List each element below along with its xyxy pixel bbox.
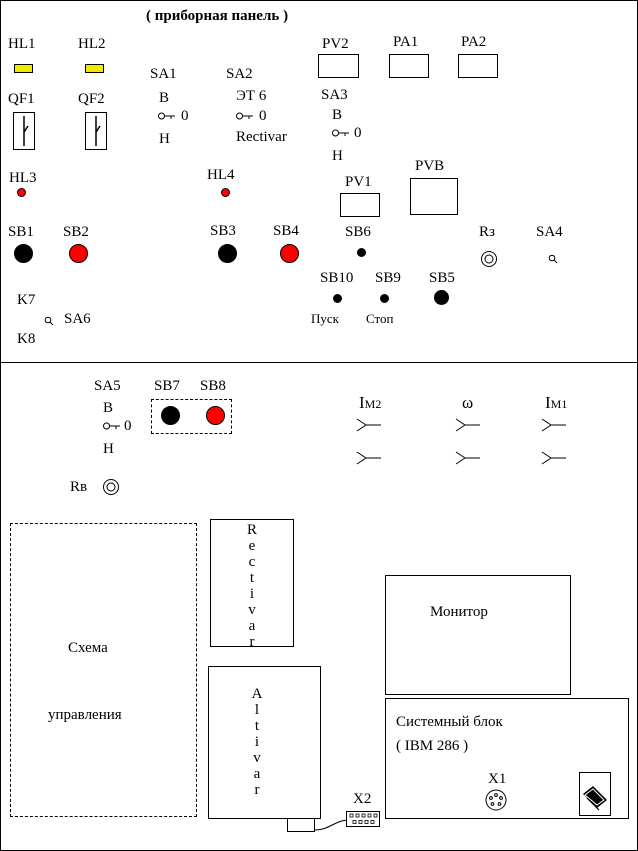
sb3-button[interactable] xyxy=(218,244,237,263)
im1-text: IM1 xyxy=(545,393,568,412)
sa3-h: Н xyxy=(332,148,343,164)
sb5-label: SB5 xyxy=(429,270,455,286)
pa1-label: PA1 xyxy=(393,34,419,50)
pv1-meter xyxy=(340,193,380,217)
im2-label xyxy=(359,395,381,412)
start-label: Пуск xyxy=(311,311,339,326)
sa5-b: В xyxy=(103,400,114,416)
hl1-label: HL1 xyxy=(8,36,36,52)
rectivar-char: c xyxy=(248,554,256,570)
altivar-connector xyxy=(287,818,315,832)
socket-icon[interactable] xyxy=(541,451,567,465)
sb6-button[interactable] xyxy=(357,248,366,257)
altivar-char: i xyxy=(254,734,260,750)
pv2-meter xyxy=(318,54,359,78)
sa1-zero: 0 xyxy=(181,108,189,124)
control-scheme-box xyxy=(10,523,197,817)
altivar-char: t xyxy=(254,718,260,734)
monitor-label: Монитор xyxy=(430,604,488,620)
breaker-lever-icon xyxy=(85,112,107,150)
panel-divider xyxy=(0,362,638,363)
rectivar-label xyxy=(240,522,264,650)
im1-label xyxy=(545,395,567,412)
db-connector-icon[interactable] xyxy=(346,811,380,827)
hl3-lamp[interactable] xyxy=(17,188,26,197)
control-scheme-line2: управления xyxy=(48,707,122,723)
system-unit-line1: Системный блок xyxy=(396,714,503,730)
sb7-button[interactable] xyxy=(161,406,180,425)
hl3-label: HL3 xyxy=(9,170,37,186)
sa3-b: В xyxy=(332,107,343,123)
system-unit-line2: ( IBM 286 ) xyxy=(396,738,469,754)
k7-label: K7 xyxy=(17,292,36,308)
sb4-label: SB4 xyxy=(273,223,299,239)
sa4-label: SA4 xyxy=(536,224,563,240)
rv-label: Rв xyxy=(70,479,88,495)
pv2-label: PV2 xyxy=(322,36,349,52)
sb9-label: SB9 xyxy=(375,270,401,286)
pvb-label: PVB xyxy=(415,158,445,174)
potentiometer-icon[interactable] xyxy=(480,250,498,268)
sb2-label: SB2 xyxy=(63,224,89,240)
pvb-meter xyxy=(410,178,458,215)
altivar-char: l xyxy=(254,702,260,718)
hl4-lamp[interactable] xyxy=(221,188,230,197)
monitor-box xyxy=(385,575,571,695)
sb10-label: SB10 xyxy=(320,270,354,286)
pa1-meter xyxy=(389,54,429,78)
sa1-b: В xyxy=(159,90,170,106)
altivar-char: a xyxy=(253,766,261,782)
socket-icon[interactable] xyxy=(356,418,382,432)
k8-label: K8 xyxy=(17,331,36,347)
breaker-lever-icon xyxy=(13,112,35,150)
sb6-label: SB6 xyxy=(345,224,371,240)
stop-label: Стоп xyxy=(366,311,394,326)
qf1-label: QF1 xyxy=(8,91,35,107)
rectivar-char: a xyxy=(248,618,256,634)
pv1-label: PV1 xyxy=(345,174,372,190)
hl4-label: HL4 xyxy=(207,167,235,183)
rectivar-char: R xyxy=(246,522,257,538)
x1-label: X1 xyxy=(488,771,507,787)
rectivar-char: t xyxy=(249,570,255,586)
socket-icon[interactable] xyxy=(455,418,481,432)
key-switch-icon[interactable] xyxy=(236,111,254,121)
rectivar-char: i xyxy=(249,586,255,602)
sa5-h: Н xyxy=(103,441,114,457)
rectivar-char: r xyxy=(249,634,255,650)
qf2-breaker[interactable] xyxy=(85,112,107,150)
sa2-zero: 0 xyxy=(259,108,267,124)
key-switch-icon[interactable] xyxy=(103,421,121,431)
sa2-et: ЭТ 6 xyxy=(236,88,267,104)
panel-title: ( приборная панель ) xyxy=(146,8,289,24)
sa2-label: SA2 xyxy=(226,66,253,82)
sb5-button[interactable] xyxy=(434,290,449,305)
socket-icon[interactable] xyxy=(541,418,567,432)
hl2-label: HL2 xyxy=(78,36,106,52)
x2-label: X2 xyxy=(353,791,372,807)
floppy-drive-icon[interactable] xyxy=(579,772,611,816)
toggle-switch-icon[interactable] xyxy=(548,254,558,264)
sb8-button[interactable] xyxy=(206,406,225,425)
din-socket-icon[interactable] xyxy=(485,789,507,811)
sb10-button[interactable] xyxy=(333,294,342,303)
pa2-meter xyxy=(458,54,498,78)
sb9-button[interactable] xyxy=(380,294,389,303)
im2-text: IM2 xyxy=(359,393,382,412)
sb1-button[interactable] xyxy=(14,244,33,263)
key-switch-icon[interactable] xyxy=(158,111,176,121)
rectivar-char: e xyxy=(248,538,256,554)
toggle-switch-icon[interactable] xyxy=(44,316,54,326)
sa3-label: SA3 xyxy=(321,87,348,103)
sa3-zero: 0 xyxy=(354,125,362,141)
altivar-label xyxy=(245,686,269,798)
qf1-breaker[interactable] xyxy=(13,112,35,150)
sb8-label: SB8 xyxy=(200,378,226,394)
altivar-char: v xyxy=(253,750,261,766)
socket-icon[interactable] xyxy=(356,451,382,465)
sa2-name: Rectivar xyxy=(236,129,287,145)
key-switch-icon[interactable] xyxy=(332,128,350,138)
rectivar-char: v xyxy=(248,602,256,618)
hl2-lamp[interactable] xyxy=(85,64,104,73)
qf2-label: QF2 xyxy=(78,91,105,107)
sa5-zero: 0 xyxy=(124,418,132,434)
sb3-label: SB3 xyxy=(210,223,236,239)
sb4-button[interactable] xyxy=(280,244,299,263)
socket-icon[interactable] xyxy=(455,451,481,465)
omega-label: ω xyxy=(462,393,474,412)
altivar-char: r xyxy=(254,782,260,798)
control-scheme-line1: Схема xyxy=(68,640,108,656)
altivar-char: A xyxy=(251,686,263,702)
sa5-label: SA5 xyxy=(94,378,121,394)
pa2-label: PA2 xyxy=(461,34,487,50)
sa1-label: SA1 xyxy=(150,66,177,82)
potentiometer-icon[interactable] xyxy=(102,478,120,496)
sa6-label: SA6 xyxy=(64,311,91,327)
sa1-h: Н xyxy=(159,131,170,147)
rz-label: Rз xyxy=(479,224,495,240)
hl1-lamp[interactable] xyxy=(14,64,33,73)
sb1-label: SB1 xyxy=(8,224,34,240)
sb7-label: SB7 xyxy=(154,378,180,394)
sb2-button[interactable] xyxy=(69,244,88,263)
